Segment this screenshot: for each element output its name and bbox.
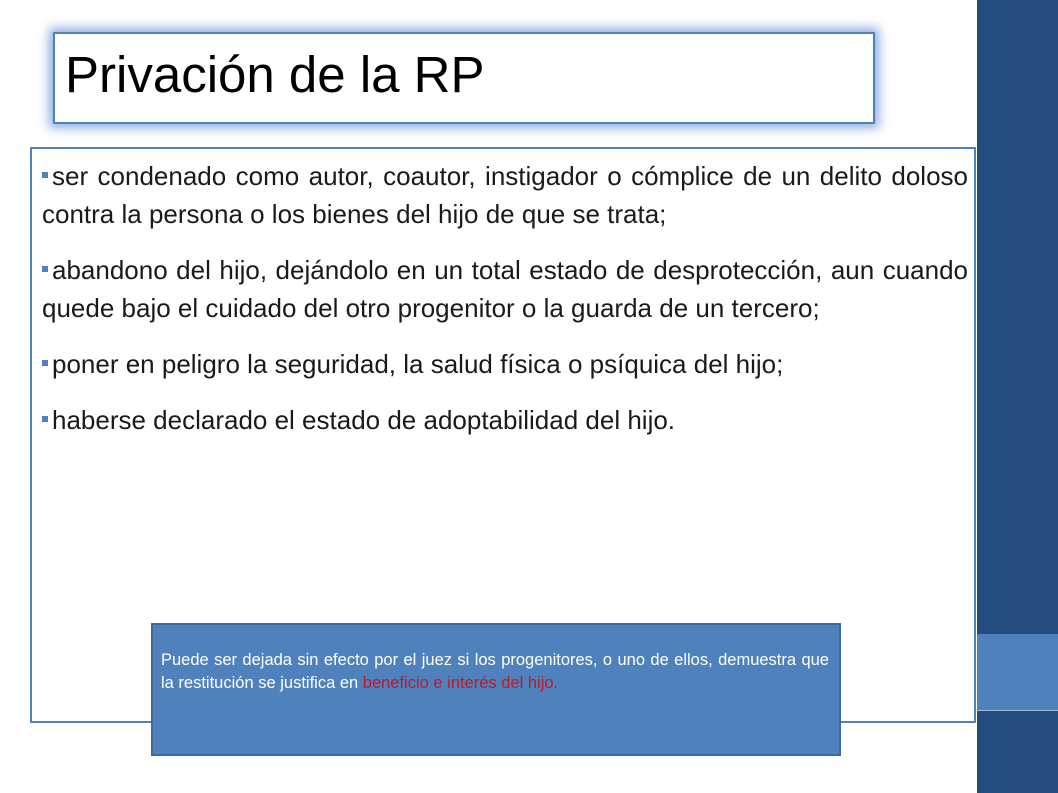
- bullet-text-1: ser condenado como autor, coautor, instigador o cómplice de un delito doloso contra la persona o los bienes del hijo de que se trata;: [42, 161, 968, 229]
- bullet-item-2: [42, 251, 968, 327]
- side-decoration-bar: [977, 0, 1058, 793]
- bullet-item-1: [42, 157, 968, 233]
- square-bullet-icon: [42, 416, 48, 422]
- square-bullet-icon: [42, 266, 48, 272]
- note-main-text: Puede ser dejada sin efecto por el juez si los progenitores, o uno de ellos, demuestra que la restitución se justifica en: [161, 651, 829, 692]
- bullet-text-4: haberse declarado el estado de adoptabilidad del hijo.: [52, 405, 676, 435]
- title-box: [53, 32, 875, 124]
- note-callout: [151, 623, 841, 756]
- note-text: [161, 649, 829, 695]
- square-bullet-icon: [42, 360, 48, 366]
- square-bullet-icon: [42, 172, 48, 178]
- note-highlight-text: beneficio e interés del hijo.: [362, 674, 559, 692]
- bullet-item-4: [42, 401, 968, 439]
- bullet-item-3: [42, 345, 968, 383]
- side-bar-divider: [977, 710, 1058, 711]
- slide-title: Privación de la RP: [65, 46, 485, 103]
- bullet-list: [42, 157, 968, 457]
- side-bar-light-band: [977, 634, 1058, 710]
- bullet-text-3: poner en peligro la seguridad, la salud física o psíquica del hijo;: [52, 349, 784, 379]
- bullet-text-2: abandono del hijo, dejándolo en un total estado de desprotección, aun cuando quede bajo el cuidado del otro progenitor o la guarda de un tercero;: [42, 255, 968, 323]
